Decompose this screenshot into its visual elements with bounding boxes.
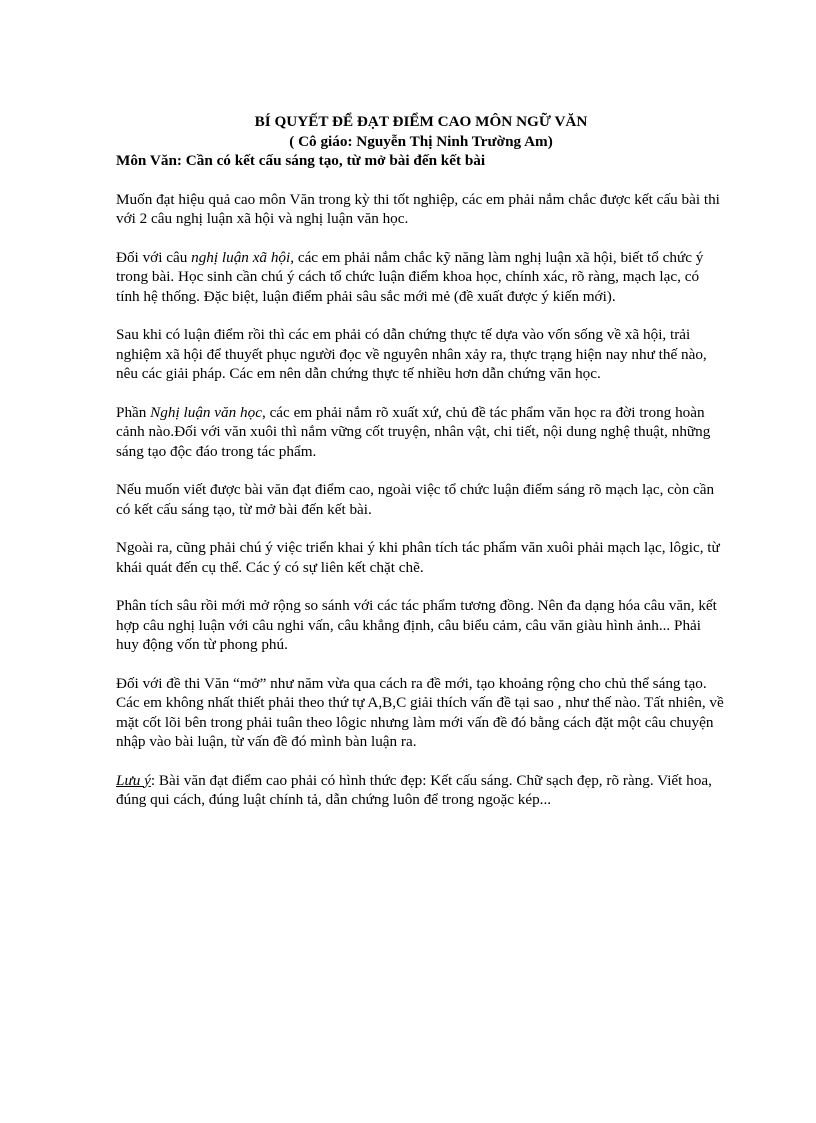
- note-paragraph: [116, 771, 726, 810]
- paragraph-3: Sau khi có luận điểm rồi thì các em phải có dẫn chứng thực tế dựa vào vốn sống về xã hội, trải nghiệm xã hội để thuyết phục người đọc về nguyên nhân xảy ra, thực trạng hiện nay như thế nào, nêu các giải pháp. Các em nên dẫn chứng thực tế nhiều hơn dẫn chứng văn học.: [116, 326, 707, 382]
- document-body: [116, 112, 726, 810]
- paragraph-4-rest: , các em phải nắm rõ xuất xứ, chủ đề tác phẩm văn học ra đời trong hoàn cảnh nào.Đối với văn xuôi thì nắm vững cốt truyện, nhân vật, chi tiết, nội dung nghệ thuật, những sáng tạo độc đáo trong tác phẩm.: [116, 403, 711, 460]
- paragraph-8: Đối với đề thi Văn “mở” như năm vừa qua cách ra đề mới, tạo khoảng rộng cho chủ thể sáng tạo. Các em không nhất thiết phải theo thứ tự A,B,C giải thích vấn đề tại sao , như thế nào. Tất nhiên, về mặt cốt lõi bên trong phải tuân theo lôgic nhưng làm mới vấn đề đó bằng cách đặt một câu chuyện nhập vào bài luận, từ vấn đề đó mình bàn luận ra.: [116, 674, 724, 750]
- paragraph-2-rest: , các em phải nắm chắc kỹ năng làm nghị luận xã hội, biết tổ chức ý trong bài. Học sinh cần chú ý cách tổ chức luận điểm khoa học, chính xác, rõ ràng, mạch lạc, có tính hệ thống. Đặc biệt, luận điểm phải sâu sắc mới mẻ (đề xuất được ý kiến mới).: [116, 248, 704, 305]
- section-heading: Môn Văn: Cần có kết cấu sáng tạo, từ mở bài đến kết bài: [116, 152, 486, 169]
- paragraph-5: Nếu muốn viết được bài văn đạt điểm cao, ngoài việc tổ chức luận điểm sáng rõ mạch lạc, còn cần có kết cấu sáng tạo, từ mở bài đến kết bài.: [116, 481, 715, 518]
- paragraph-4-emphasis: Nghị luận văn học: [150, 403, 262, 421]
- paragraph-4-lead: Phần: [116, 403, 151, 421]
- paragraph-4: [116, 403, 726, 462]
- paragraph-2-emphasis: nghị luận xã hội: [191, 248, 291, 266]
- paragraph-7: Phân tích sâu rồi mới mở rộng so sánh với các tác phẩm tương đồng. Nên đa dạng hóa câu văn, kết hợp câu nghị luận với câu nghi vấn, câu khẳng định, câu biểu cảm, câu văn giàu hình ảnh... Phải huy động vốn từ phong phú.: [116, 597, 717, 653]
- paragraph-1: Muốn đạt hiệu quả cao môn Văn trong kỳ thi tốt nghiệp, các em phải nắm chắc được kết cấu bài thi với 2 câu nghị luận xã hội và nghị luận văn học.: [116, 190, 720, 227]
- note-label: Lưu ý: [116, 771, 151, 789]
- note-text: : Bài văn đạt điểm cao phải có hình thức đẹp: Kết cấu sáng. Chữ sạch đẹp, rõ ràng. Viết hoa, đúng qui cách, đúng luật chính tả, dẫn chứng luôn để trong ngoặc kép...: [116, 771, 712, 808]
- paragraph-6: Ngoài ra, cũng phải chú ý việc triển khai ý khi phân tích tác phẩm văn xuôi phải mạch lạc, lôgic, từ khái quát đến cụ thể. Các ý có sự liên kết chặt chẽ.: [116, 539, 720, 576]
- document-author: ( Cô giáo: Nguyễn Thị Ninh Trường Am): [289, 132, 553, 150]
- document-title: BÍ QUYẾT ĐỂ ĐẠT ĐIỂM CAO MÔN NGỮ VĂN: [254, 113, 588, 130]
- paragraph-2-lead: Đối với câu: [116, 248, 192, 266]
- paragraph-2: [116, 248, 726, 307]
